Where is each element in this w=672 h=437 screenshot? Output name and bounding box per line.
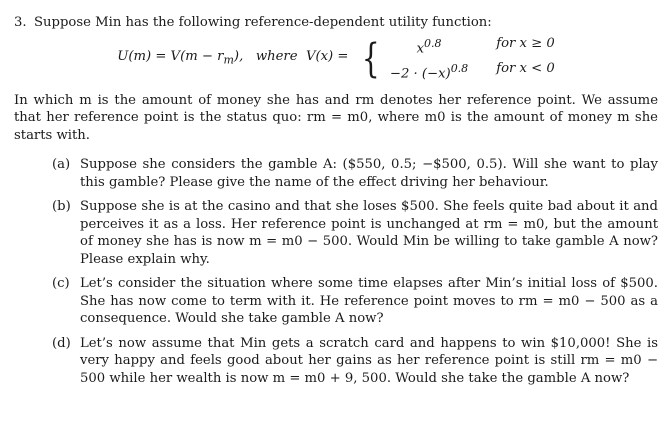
part-a-label: (a) bbox=[52, 157, 71, 172]
part-d bbox=[52, 335, 658, 388]
part-c-text: Let’s consider the situation where some time elapses after Min’s initial loss of $500. She has now come to term with it. He reference point moves to rm = m0 − 500 as a consequence. Would she take gamble A now? bbox=[80, 276, 658, 326]
part-a bbox=[52, 156, 658, 191]
equation-v-def: V(x) = bbox=[305, 48, 349, 64]
case1-exp: 0.8 bbox=[424, 36, 442, 50]
case1-condition: for x ≥ 0 bbox=[496, 35, 555, 51]
case1-base: x bbox=[416, 41, 424, 56]
part-b-label: (b) bbox=[52, 199, 71, 214]
question-number: 3. bbox=[14, 15, 27, 30]
cases-brace: { bbox=[362, 35, 381, 82]
cases-grid bbox=[390, 35, 555, 83]
intro-paragraph: In which m is the amount of money she has and rm denotes her reference point. We assume that her reference point is the status quo: rm = m0, where m0 is the amount of money m she starts with. bbox=[14, 92, 658, 143]
equation-u-sub: m bbox=[223, 53, 234, 67]
part-d-text: Let’s now assume that Min gets a scratch card and happens to win $10,000! She is very happy and feels good about her gains as her reference point is still rm = m0 − 500 while her wealth is now m = m0 + 9, 500. Would she take the gamble A now? bbox=[80, 335, 658, 386]
equation-u: U(m) = V(m − r bbox=[117, 48, 224, 64]
equation-lhs bbox=[117, 48, 348, 69]
part-c-label: (c) bbox=[52, 276, 70, 291]
equation-u-close: ), bbox=[233, 48, 244, 64]
case2-value bbox=[390, 60, 468, 83]
case2-base: −2 · (−x) bbox=[389, 65, 451, 81]
question-intro: Suppose Min has the following reference-dependent utility function: bbox=[34, 15, 492, 30]
part-b-text: Suppose she is at the casino and that she loses $500. She feels quite bad about it and perceives it as a loss. Her reference point is unchanged at rm = m0, but the amount of money she has is now m = m0 − 500. Would Min be willing to take gamble A now? Please explain why. bbox=[80, 199, 658, 267]
part-d-label: (d) bbox=[52, 335, 71, 351]
question-header bbox=[14, 14, 658, 32]
part-b bbox=[52, 198, 658, 268]
case2-condition: for x < 0 bbox=[496, 60, 555, 76]
case2-exp: 0.8 bbox=[450, 61, 469, 75]
equation-where: where bbox=[255, 48, 298, 64]
case1-value bbox=[390, 35, 468, 58]
utility-equation bbox=[14, 36, 658, 82]
question-parts bbox=[14, 156, 658, 387]
part-c bbox=[52, 275, 658, 328]
part-a-text: Suppose she considers the gamble A: ($550, 0.5; −$500, 0.5). Will she want to play this gamble? Please give the name of the effect driving her behaviour. bbox=[80, 157, 658, 190]
